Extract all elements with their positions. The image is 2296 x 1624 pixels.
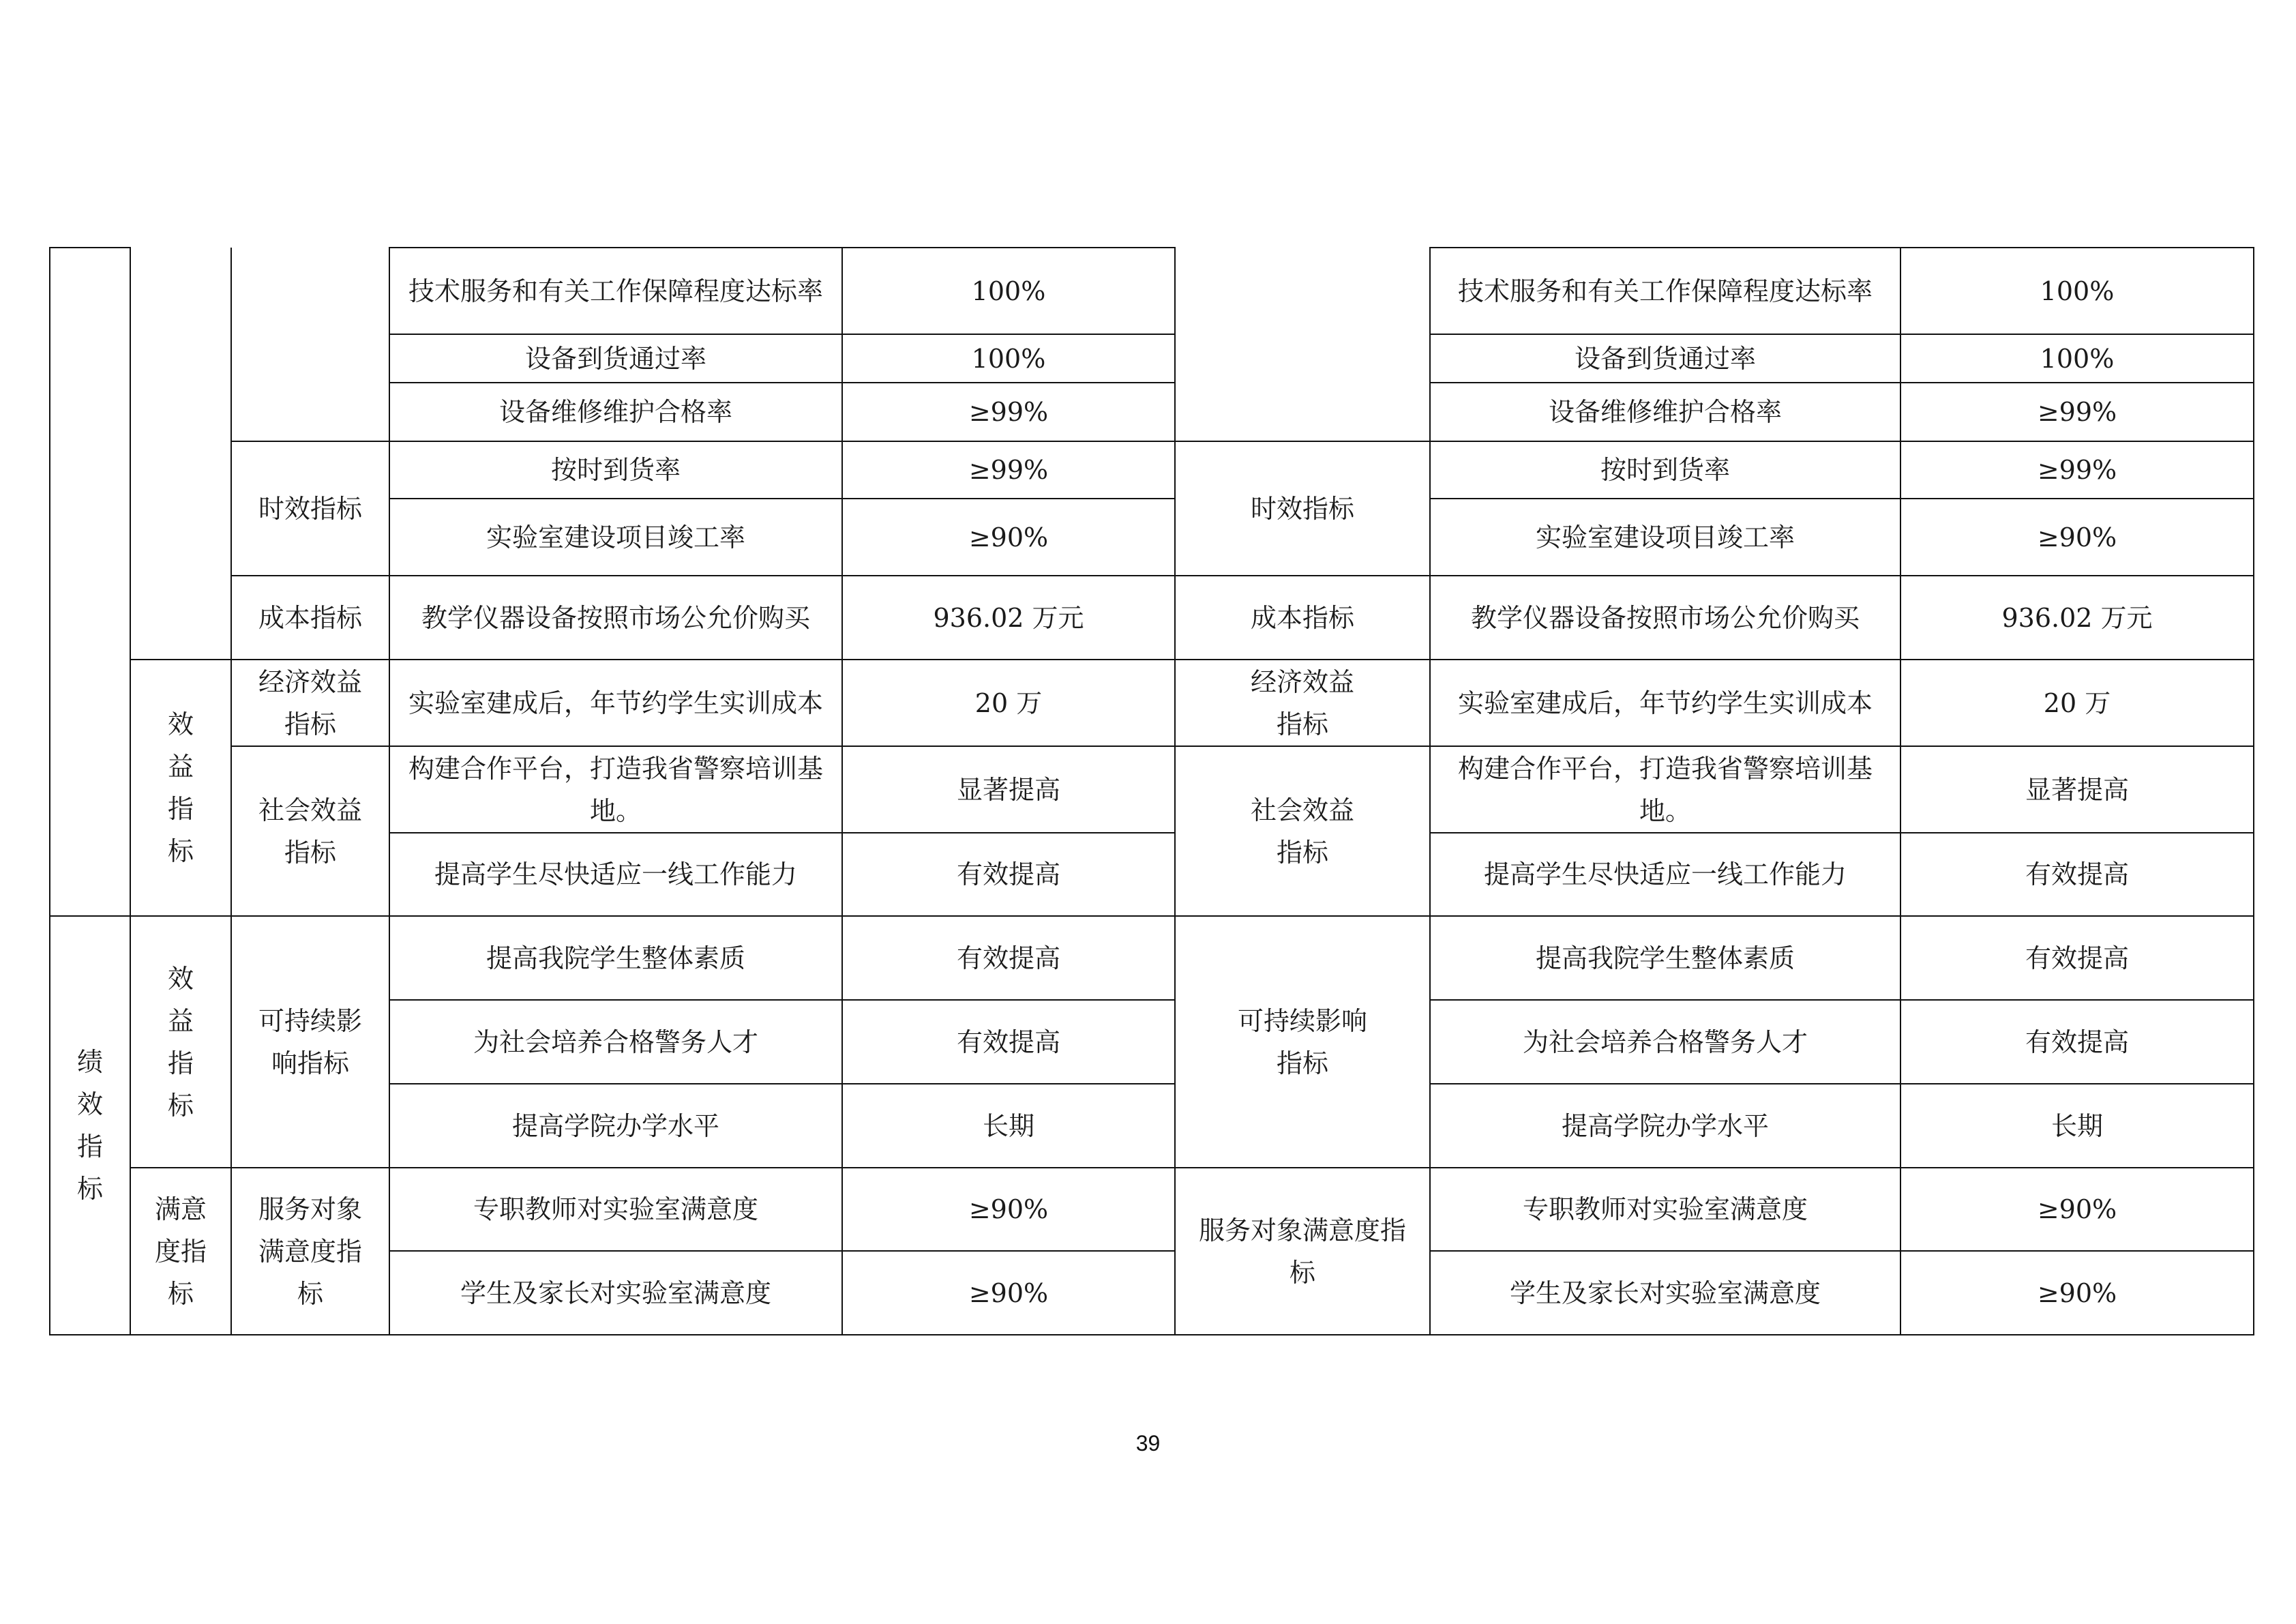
right-group-timeliness: 时效指标 [1175, 441, 1430, 576]
right-indicator-cell: 按时到货率 [1430, 441, 1900, 499]
performance-indicator-table [49, 247, 2254, 1335]
left-target-cell: 20 万 [842, 660, 1175, 746]
right-target-cell: 有效提高 [1900, 1000, 2254, 1084]
right-target-cell: 有效提高 [1900, 833, 2254, 916]
left-indicator-cell: 提高我院学生整体素质 [389, 916, 842, 1000]
left-target-cell: 显著提高 [842, 746, 1175, 833]
table-row [50, 916, 2254, 1000]
right-target-cell: ≥90% [1900, 1168, 2254, 1251]
left-target-cell: 100% [842, 248, 1175, 334]
left-indicator-cell: 构建合作平台，打造我省警察培训基地。 [389, 746, 842, 833]
right-indicator-cell: 提高我院学生整体素质 [1430, 916, 1900, 1000]
right-indicator-cell: 设备维修维护合格率 [1430, 383, 1900, 441]
left-indicator-cell: 按时到货率 [389, 441, 842, 499]
right-indicator-cell: 教学仪器设备按照市场公允价购买 [1430, 576, 1900, 660]
level2-satisfaction: 满意度指标 [130, 1168, 231, 1335]
left-target-cell: 有效提高 [842, 1000, 1175, 1084]
table-row [50, 576, 2254, 660]
level2-benefit-a: 效益指标 [130, 660, 231, 916]
left-target-cell: ≥99% [842, 383, 1175, 441]
right-group-sustainable: 可持续影响指标 [1175, 916, 1430, 1168]
left-indicator-cell: 提高学生尽快适应一线工作能力 [389, 833, 842, 916]
left-target-cell: ≥99% [842, 441, 1175, 499]
left-target-cell: ≥90% [842, 1251, 1175, 1335]
right-target-cell: 长期 [1900, 1084, 2254, 1168]
level1-cell-blank [50, 248, 130, 916]
right-indicator-cell: 专职教师对实验室满意度 [1430, 1168, 1900, 1251]
right-target-cell: 20 万 [1900, 660, 2254, 746]
left-indicator-cell: 设备到货通过率 [389, 334, 842, 383]
right-target-cell: 有效提高 [1900, 916, 2254, 1000]
left-indicator-cell: 专职教师对实验室满意度 [389, 1168, 842, 1251]
left-indicator-cell: 实验室建设项目竣工率 [389, 499, 842, 576]
right-group-economic: 经济效益指标 [1175, 660, 1430, 746]
left-indicator-cell: 提高学院办学水平 [389, 1084, 842, 1168]
left-indicator-cell: 实验室建成后，年节约学生实训成本 [389, 660, 842, 746]
level2-benefit-b: 效益指标 [130, 916, 231, 1168]
table-row [50, 660, 2254, 746]
left-target-cell: ≥90% [842, 1168, 1175, 1251]
table-row [50, 248, 2254, 334]
left-target-cell: 936.02 万元 [842, 576, 1175, 660]
left-target-cell: 有效提高 [842, 833, 1175, 916]
right-indicator-cell: 技术服务和有关工作保障程度达标率 [1430, 248, 1900, 334]
right-group-service: 服务对象满意度指标 [1175, 1168, 1430, 1335]
left-group-timeliness: 时效指标 [231, 441, 389, 576]
left-target-cell: 100% [842, 334, 1175, 383]
page-number: 39 [1135, 1431, 1161, 1456]
right-indicator-cell: 学生及家长对实验室满意度 [1430, 1251, 1900, 1335]
right-indicator-cell: 实验室建设项目竣工率 [1430, 499, 1900, 576]
right-group-cell-blank [1175, 248, 1430, 441]
table-row [50, 441, 2254, 499]
right-indicator-cell: 设备到货通过率 [1430, 334, 1900, 383]
level1-performance: 绩效指标 [50, 916, 130, 1335]
right-target-cell: 100% [1900, 334, 2254, 383]
left-group-cost: 成本指标 [231, 576, 389, 660]
left-group-economic: 经济效益指标 [231, 660, 389, 746]
left-indicator-cell: 设备维修维护合格率 [389, 383, 842, 441]
right-indicator-cell: 实验室建成后，年节约学生实训成本 [1430, 660, 1900, 746]
right-group-social: 社会效益指标 [1175, 746, 1430, 916]
group-cell-blank [231, 248, 389, 441]
left-target-cell: 有效提高 [842, 916, 1175, 1000]
right-target-cell: 显著提高 [1900, 746, 2254, 833]
left-target-cell: ≥90% [842, 499, 1175, 576]
right-target-cell: ≥99% [1900, 383, 2254, 441]
left-group-social: 社会效益指标 [231, 746, 389, 916]
right-indicator-cell: 构建合作平台，打造我省警察培训基地。 [1430, 746, 1900, 833]
left-indicator-cell: 为社会培养合格警务人才 [389, 1000, 842, 1084]
right-indicator-cell: 提高学院办学水平 [1430, 1084, 1900, 1168]
right-target-cell: ≥99% [1900, 441, 2254, 499]
left-indicator-cell: 技术服务和有关工作保障程度达标率 [389, 248, 842, 334]
right-target-cell: 936.02 万元 [1900, 576, 2254, 660]
table-row [50, 1168, 2254, 1251]
left-target-cell: 长期 [842, 1084, 1175, 1168]
right-target-cell: ≥90% [1900, 499, 2254, 576]
right-group-cost: 成本指标 [1175, 576, 1430, 660]
right-target-cell: 100% [1900, 248, 2254, 334]
level2-cell-blank [130, 248, 231, 660]
left-group-service: 服务对象满意度指标 [231, 1168, 389, 1335]
right-indicator-cell: 提高学生尽快适应一线工作能力 [1430, 833, 1900, 916]
left-group-sustainable: 可持续影响指标 [231, 916, 389, 1168]
left-indicator-cell: 教学仪器设备按照市场公允价购买 [389, 576, 842, 660]
table-row [50, 746, 2254, 833]
left-indicator-cell: 学生及家长对实验室满意度 [389, 1251, 842, 1335]
right-target-cell: ≥90% [1900, 1251, 2254, 1335]
right-indicator-cell: 为社会培养合格警务人才 [1430, 1000, 1900, 1084]
